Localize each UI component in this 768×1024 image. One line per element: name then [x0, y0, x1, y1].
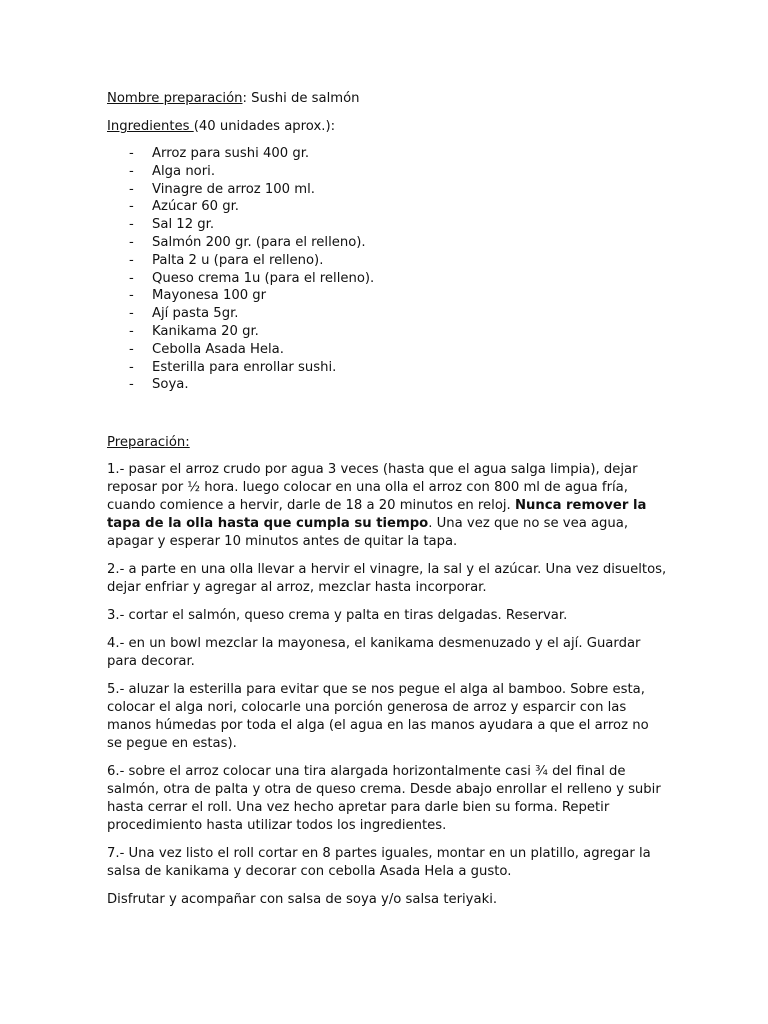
ingredient-item [107, 287, 667, 305]
ingredient-item [107, 305, 667, 323]
preparation-step-6: 6.- sobre el arroz colocar una tira alargada horizontalmente casi ¾ del final de salmón, otra de palta y otra de queso crema. Desde abajo enrollar el relleno y subir hasta cerrar el roll. Una vez hecho apretar para darle bien su forma. Repetir procedimiento hasta utilizar todos los ingredientes. [107, 764, 661, 834]
ingredient-item [107, 163, 667, 181]
ingredient-text: Soya. [152, 377, 189, 393]
list-bullet: - [129, 377, 134, 393]
ingredient-text: Azúcar 60 gr. [152, 199, 239, 215]
ingredients-quantity-note: (40 unidades aprox.): [193, 119, 336, 134]
ingredient-item [107, 376, 667, 394]
list-bullet: - [129, 234, 134, 250]
step-1-text: 1.- pasar el arroz crudo por agua 3 veces (hasta que el agua salga limpia), dejar reposar por ½ hora. luego colocar en una olla el arroz con 800 ml de agua fría, cuando comience a hervir, darle de 18 a 20 minutos en reloj. [107, 462, 638, 514]
ingredients-label: Ingredientes [107, 119, 194, 134]
ingredient-text: Palta 2 u (para el relleno). [152, 252, 324, 268]
preparation-step-4: 4.- en un bowl mezclar la mayonesa, el kanikama desmenuzado y el ají. Guardar para decorar. [107, 636, 641, 670]
ingredient-item [107, 145, 667, 163]
list-bullet: - [129, 288, 134, 304]
preparation-heading-text: Preparación: [107, 435, 190, 451]
list-bullet: - [129, 252, 134, 268]
preparation-step-7: 7.- Una vez listo el roll cortar en 8 partes iguales, montar en un platillo, agregar la salsa de kanikama y decorar con cebolla Asada Hela a gusto. [107, 846, 651, 880]
list-bullet: - [129, 270, 134, 286]
ingredient-item [107, 359, 667, 377]
recipe-name-label: Nombre preparación [107, 91, 243, 106]
step-1-text-end: . Una vez que no se vea agua, apagar y esperar 10 minutos antes de quitar la tapa. [107, 516, 629, 550]
ingredient-item [107, 216, 667, 234]
recipe-name-separator: : [242, 91, 252, 106]
list-bullet: - [129, 199, 134, 215]
recipe-document [107, 90, 667, 919]
list-bullet: - [129, 323, 134, 339]
list-bullet: - [129, 181, 134, 197]
ingredient-item [107, 181, 667, 199]
ingredient-text: Mayonesa 100 gr [152, 288, 267, 304]
ingredient-text: Queso crema 1u (para el relleno). [152, 270, 375, 286]
preparation-step-3: 3.- cortar el salmón, queso crema y palta en tiras delgadas. Reservar. [107, 608, 568, 624]
ingredient-item [107, 341, 667, 359]
preparation-step-1 [107, 461, 667, 551]
preparation-step-5: 5.- aluzar la esterilla para evitar que se nos pegue el alga al bamboo. Sobre esta, colocar el alga nori, colocarle una porción generosa de arroz y esparcir con las manos húmedas por toda el alga (el agua en las manos ayudara a que el arroz no se pegue en estas). [107, 682, 649, 752]
ingredient-text: Esterilla para enrollar sushi. [152, 359, 337, 375]
ingredient-text: Sal 12 gr. [152, 217, 215, 233]
ingredient-text: Vinagre de arroz 100 ml. [152, 181, 315, 197]
recipe-name-value: Sushi de salmón [251, 91, 360, 106]
ingredient-text: Salmón 200 gr. (para el relleno). [152, 234, 366, 250]
list-bullet: - [129, 217, 134, 233]
ingredient-item [107, 252, 667, 270]
list-bullet: - [129, 163, 134, 179]
ingredient-text: Alga nori. [152, 163, 216, 179]
ingredient-item [107, 198, 667, 216]
ingredients-list [107, 145, 667, 394]
ingredient-item [107, 270, 667, 288]
preparation-step-2: 2.- a parte en una olla llevar a hervir el vinagre, la sal y el azúcar. Una vez disueltos, dejar enfriar y agregar al arroz, mezclar hasta incorporar. [107, 562, 667, 596]
list-bullet: - [129, 359, 134, 375]
ingredient-item [107, 323, 667, 341]
list-bullet: - [129, 146, 134, 161]
list-bullet: - [129, 341, 134, 357]
step-1-warning: Nunca remover la tapa de la olla hasta que cumpla su tiempo [107, 498, 647, 532]
preparation-heading [107, 434, 667, 452]
ingredient-text: Arroz para sushi 400 gr. [152, 146, 310, 161]
ingredient-text: Kanikama 20 gr. [152, 323, 259, 339]
ingredient-item [107, 234, 667, 252]
recipe-name-line [107, 90, 667, 108]
closing-note: Disfrutar y acompañar con salsa de soya y/o salsa teriyaki. [107, 892, 498, 908]
ingredient-text: Ají pasta 5gr. [152, 306, 239, 322]
ingredient-text: Cebolla Asada Hela. [152, 341, 284, 357]
list-bullet: - [129, 306, 134, 322]
ingredients-heading [107, 118, 667, 136]
